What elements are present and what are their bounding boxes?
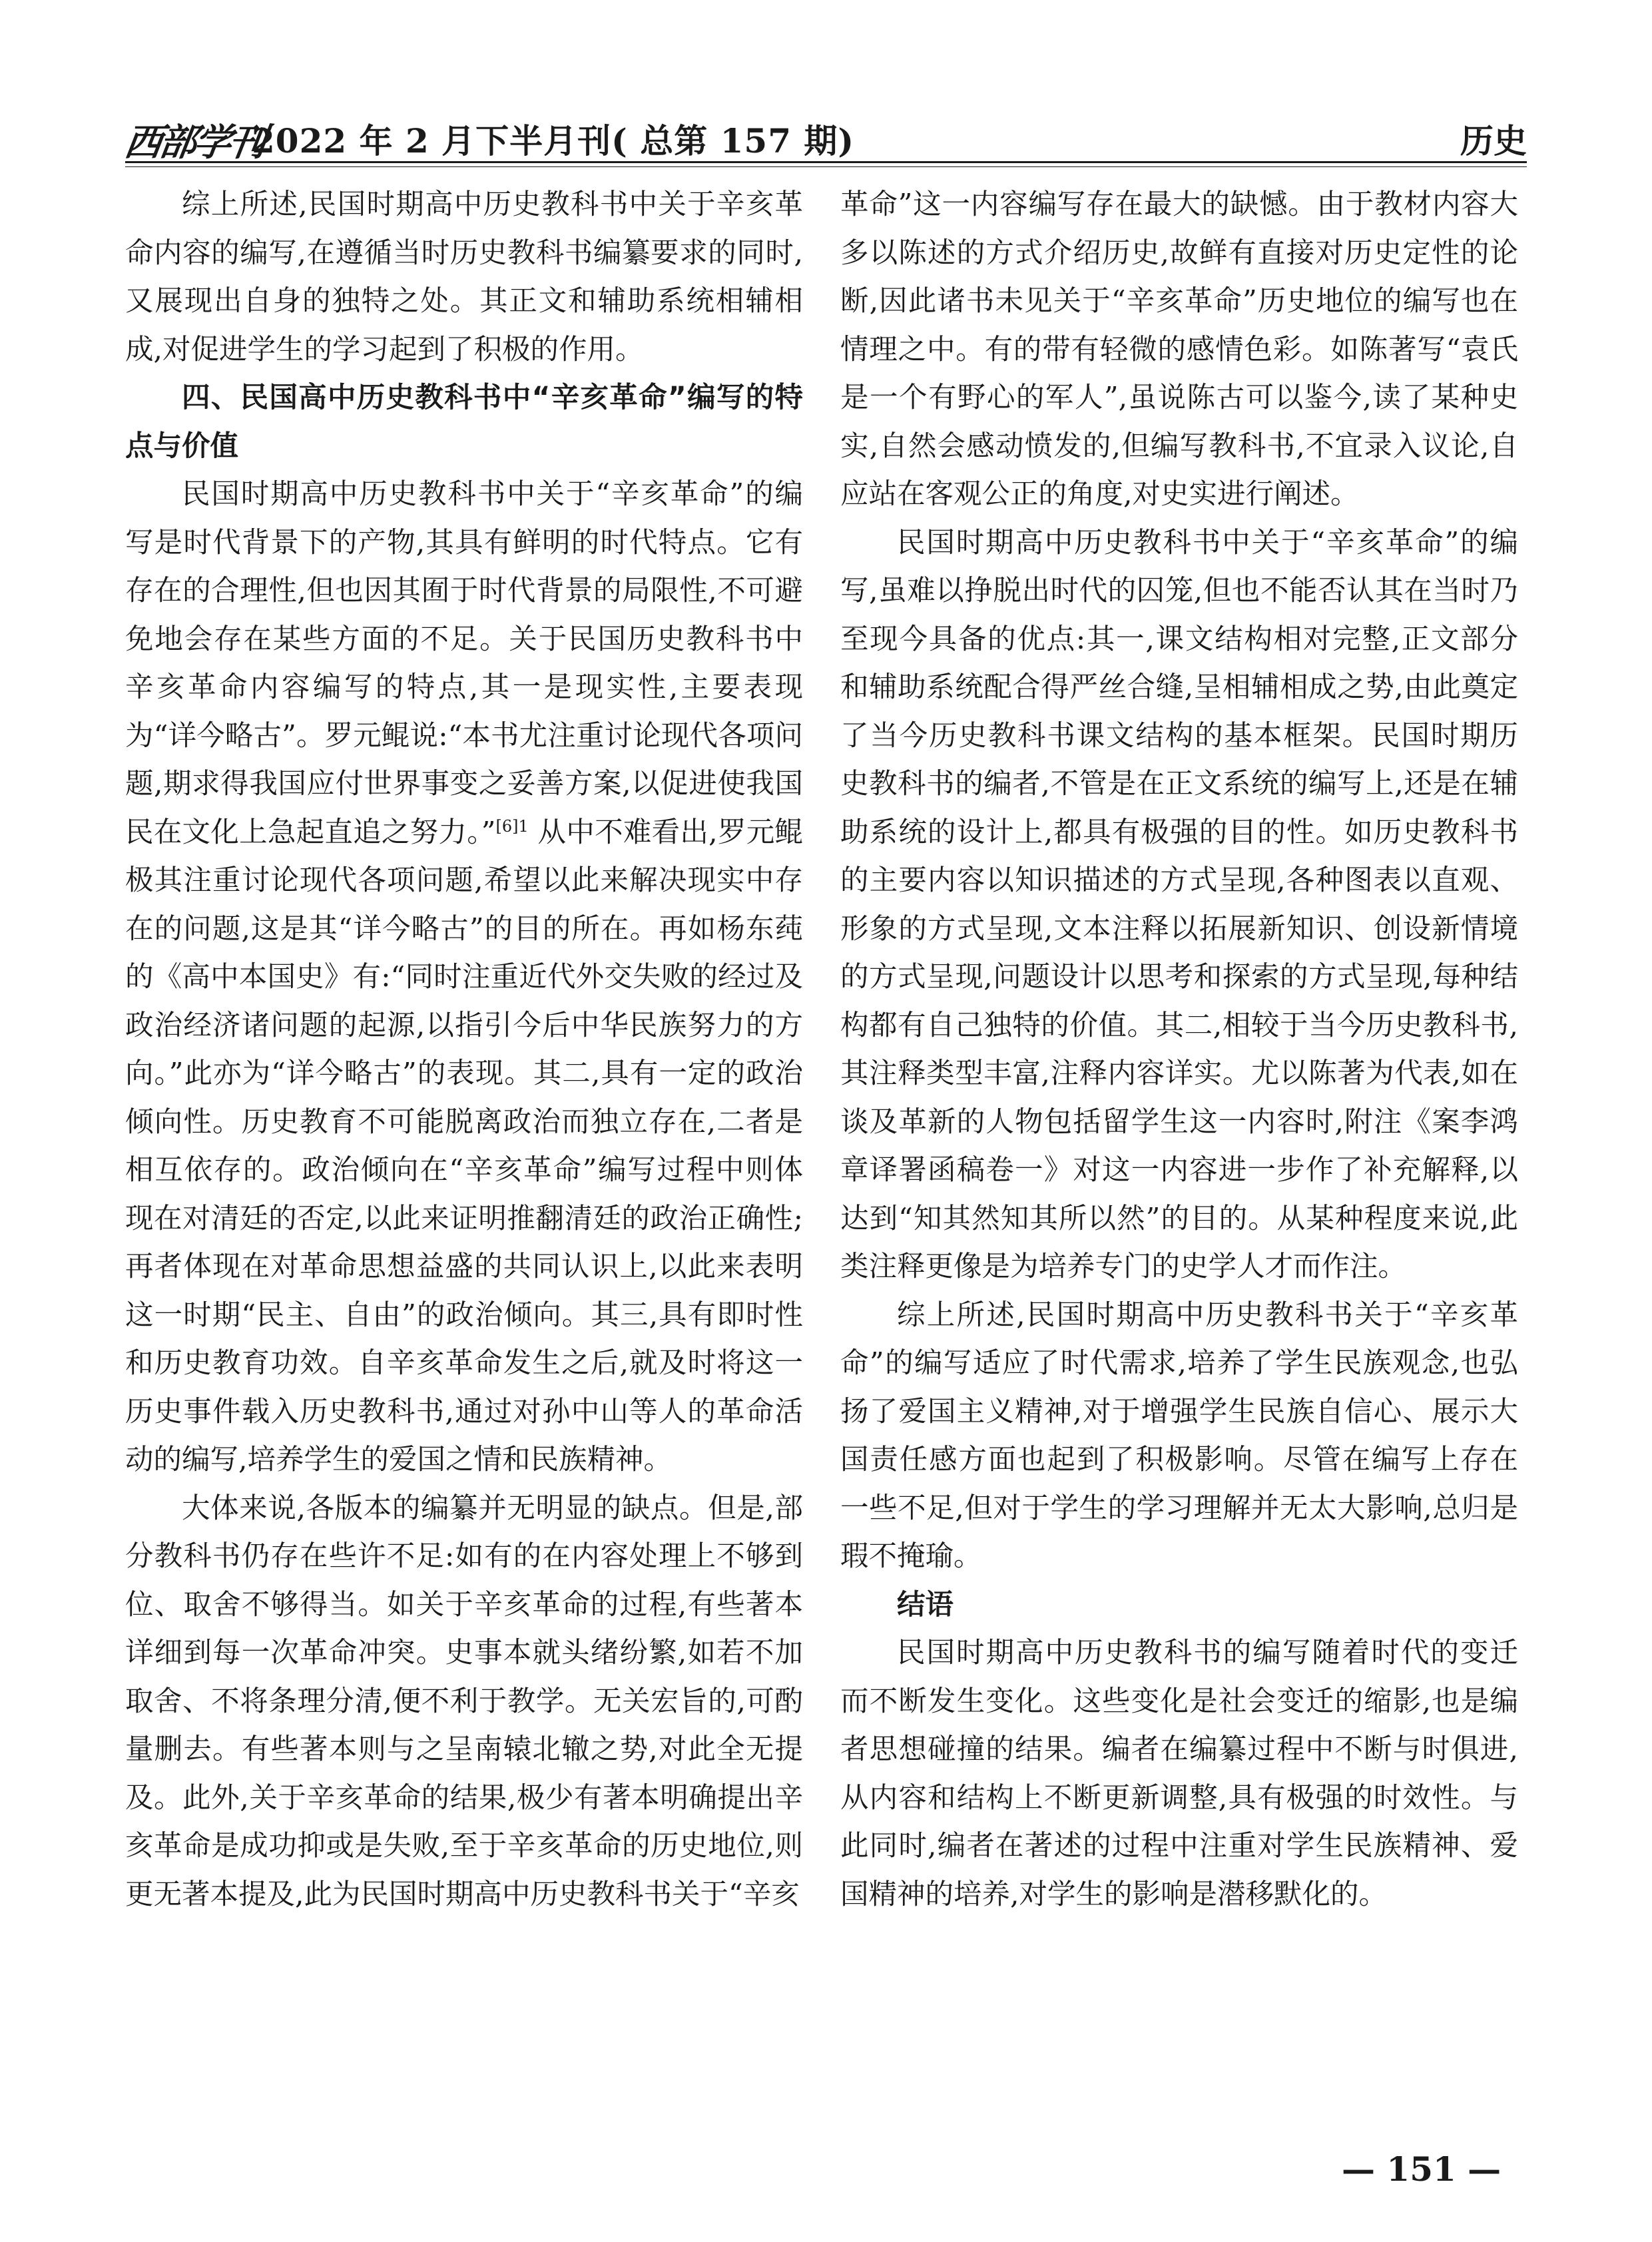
paragraph: 综上所述,民国时期高中历史教科书中关于辛亥革命内容的编写,在遵循当时历史教科书编纂要求的同时,又展现出自身的独特之处。其正文和辅助系统相辅相成,对促进学生的学习起到了积极的作用。 <box>125 188 803 366</box>
page-number: — 151 — <box>1342 2149 1502 2189</box>
issue-info: 2022 年 2 月下半月刊( 总第 157 期) <box>252 121 855 160</box>
right-column <box>840 181 1518 1919</box>
section-heading: 四、民国高中历史教科书中“辛亥革命”编写的特点与价值 <box>125 382 803 463</box>
header-rule-thin <box>125 166 1527 167</box>
page-header <box>121 107 1527 166</box>
paragraph: 革命”这一内容编写存在最大的缺憾。由于教材内容大多以陈述的方式介绍历史,故鲜有直接对历史定性的论断,因此诸书未见关于“辛亥革命”历史地位的编写也在情理之中。有的带有轻微的感情色彩。如陈著写“袁氏是一个有野心的军人”,虽说陈古可以鉴今,读了某种史实,自然会感动愤发的,但编写教科书,不宜录入议论,自应站在客观公正的角度,对史实进行阐述。 <box>840 188 1518 511</box>
paragraph-text: 民国时期高中历史教科书中关于“辛亥革命”的编写是时代背景下的产物,其具有鲜明的时代特点。它有存在的合理性,但也因其囿于时代背景的局限性,不可避免地会存在某些方面的不足。关于民国历史教科书中辛亥革命内容编写的特点,其一是现实性,主要表现为“详今略古”。罗元鲲说:“本书尤注重讨论现代各项问题,期求得我国应付世界事变之妥善方案,以促进使我国民在文化上急起直追之努力。” <box>125 478 803 849</box>
section-heading: 结语 <box>897 1588 954 1621</box>
paragraph-text: 从中不难看出,罗元鲲极其注重讨论现代各项问题,希望以此来解决现实中存在的问题,这是其“详今略古”的目的所在。再如杨东莼的《高中本国史》有:“同时注重近代外交失败的经过及政治经济诸问题的起源,以指引今后中华民族努力的方向。”此亦为“详今略古”的表现。其二,具有一定的政治倾向性。历史教育不可能脱离政治而独立存在,二者是相互依存的。政治倾向在“辛亥革命”编写过程中则体现在对清廷的否定,以此来证明推翻清廷的政治正确性;再者体现在对革命思想益盛的共同认识上,以此来表明这一时期“民主、自由”的政治倾向。其三,具有即时性和历史教育功效。自辛亥革命发生之后,就及时将这一历史事件载入历史教科书,通过对孙中山等人的革命活动的编写,培养学生的爱国之情和民族精神。 <box>125 816 803 1476</box>
paragraph <box>125 471 803 1485</box>
journal-logo: 西部学刊 <box>121 121 267 164</box>
paragraph: 大体来说,各版本的编纂并无明显的缺点。但是,部分教科书仍存在些许不足:如有的在内容处理上不够到位、取舍不够得当。如关于辛亥革命的过程,有些著本详细到每一次革命冲突。史事本就头绪纷繁,如若不加取舍、不将条理分清,便不利于教学。无关宏旨的,可酌量删去。有些著本则与之呈南辕北辙之势,对此全无提及。此外,关于辛亥革命的结果,极少有著本明确提出辛亥革命是成功抑或是失败,至于辛亥革命的历史地位,则更无著本提及,此为民国时期高中历史教科书关于“辛亥 <box>125 1492 803 1911</box>
citation-ref: [6]1 <box>495 816 529 836</box>
header-rule <box>125 161 1527 163</box>
section-title: 历史 <box>1460 121 1527 160</box>
paragraph: 综上所述,民国时期高中历史教科书关于“辛亥革命”的编写适应了时代需求,培养了学生民族观念,也弘扬了爱国主义精神,对于增强学生民族自信心、展示大国责任感方面也起到了积极影响。尽管在编写上存在一些不足,但对于学生的学习理解并无太大影响,总归是瑕不掩瑜。 <box>840 1298 1518 1573</box>
paragraph: 民国时期高中历史教科书中关于“辛亥革命”的编写,虽难以挣脱出时代的囚笼,但也不能否认其在当时乃至现今具备的优点:其一,课文结构相对完整,正文部分和辅助系统配合得严丝合缝,呈相辅相成之势,由此奠定了当今历史教科书课文结构的基本框架。民国时期历史教科书的编者,不管是在正文系统的编写上,还是在辅助系统的设计上,都具有极强的目的性。如历史教科书的主要内容以知识描述的方式呈现,各种图表以直观、形象的方式呈现,文本注释以拓展新知识、创设新情境的方式呈现,问题设计以思考和探索的方式呈现,每种结构都有自己独特的价值。其二,相较于当今历史教科书,其注释类型丰富,注释内容详实。尤以陈著为代表,如在谈及革新的人物包括留学生这一内容时,附注《案李鸿章译署函稿卷一》对这一内容进一步作了补充解释,以达到“知其然知其所以然”的目的。从某种程度来说,此类注释更像是为培养专门的史学人才而作注。 <box>840 526 1518 1283</box>
left-column <box>125 181 803 1919</box>
paragraph: 民国时期高中历史教科书的编写随着时代的变迁而不断发生变化。这些变化是社会变迁的缩影,也是编者思想碰撞的结果。编者在编纂过程中不断与时俱进,从内容和结构上不断更新调整,具有极强的时效性。与此同时,编者在著述的过程中注重对学生民族精神、爱国精神的培养,对学生的影响是潜移默化的。 <box>840 1637 1518 1911</box>
